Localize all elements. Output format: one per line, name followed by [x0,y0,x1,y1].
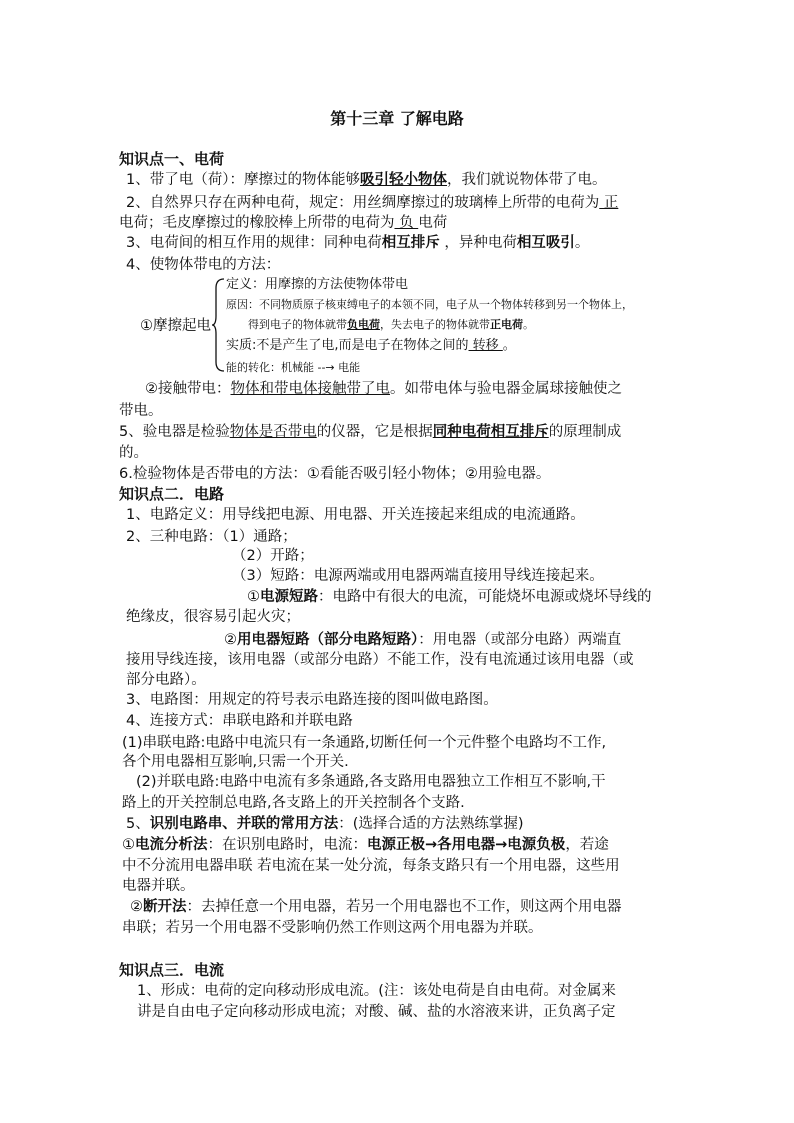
text-line: 5、识别电路串、并联的常用方法：(选择合适的方法熟练掌握) [126,816,524,832]
text-line: ②断开法：去掉任意一个用电器，若另一个用电器也不工作，则这两个用电器 [130,899,622,915]
definition-line: 定义：用摩擦的方法使物体带电 [226,277,409,292]
text-line: （2）开路； [232,548,314,564]
text-line: 中不分流用电器串联 若电流在某一处分流，每条支路只有一个用电器，这些用 [122,858,620,874]
text-line: 各个用电器相互影响,只需一个开关. [122,754,349,770]
text-line: 接用导线连接，该用电器（或部分电路）不能工作，没有电流通过该用电器（或 [126,652,634,668]
text-line: (2)并联电路:电路中电流有多条通路,各支路用电器独立工作相互不影响,干 [136,774,606,790]
text-line: 串联；若另一个用电器不受影响仍然工作则这两个用电器为并联。 [122,920,543,936]
text-line: 2、三种电路：（1）通路； [126,529,297,545]
text-line: 电荷；毛皮摩擦过的橡胶棒上所带的电荷为 负 电荷 [119,215,448,231]
text-line: 3、电路图：用规定的符号表示电路连接的图叫做电路图。 [126,692,498,708]
section-heading-current: 知识点三．电流 [119,961,225,979]
text-line: 部分电路）。 [126,672,206,688]
text-line: ①电源短路：电路中有很大的电流，可能烧坏电源或烧坏导线的 [247,589,652,605]
text-line: 电器并联。 [122,878,195,894]
friction-charging-label: ①摩擦起电 [140,318,211,334]
section-heading-charge: 知识点一、电荷 [119,150,225,168]
cause-line: 得到电子的物体就带负电荷，失去电子的物体就带正电荷。 [248,318,534,331]
cause-line: 原因：不同物质原子核束缚电子的本领不同，电子从一个物体转移到另一个物体上， [226,298,633,311]
text-line: 绝缘皮，很容易引起火灾； [126,609,300,625]
text-line: 1、带了电（荷）：摩擦过的物体能够吸引轻小物体，我们就说物体带了电。 [126,172,607,188]
text-line: 带电。 [119,403,163,419]
text-line: ②用电器短路（部分电路短路）：用电器（或部分电路）两端直 [224,632,622,648]
text-line: 3、电荷间的相互作用的规律：同种电荷相互排斥 ，异种电荷相互吸引。 [126,235,590,251]
text-line: 路上的开关控制总电路,各支路上的开关控制各个支路. [122,795,465,811]
text-line: (1)串联电路:电路中电流只有一条通路,切断任何一个元件整个电路均不工作, [122,735,607,751]
brace-icon [212,278,226,372]
text-line: 2、自然界只存在两种电荷，规定：用丝绸摩擦过的玻璃棒上所带的电荷为 正 [126,195,619,211]
text-line: 1、电路定义：用导线把电源、用电器、开关连接起来组成的电流通路。 [126,507,585,523]
text-line: 4、使物体带电的方法： [126,257,281,273]
energy-line: 能的转化：机械能 --→ 电能 [226,361,361,374]
page-title: 第十三章 了解电路 [330,109,464,128]
text-line: 4、连接方式：串联电路和并联电路 [126,713,353,729]
text-line: ②接触带电：物体和带电体接触带了电。如带电体与验电器金属球接触使之 [145,381,622,397]
section-heading-circuit: 知识点二．电路 [119,485,225,503]
text-line: 1、形成：电荷的定向移动形成电流。(注：该处电荷是自由电荷。对金属来 [137,983,616,999]
text-line: ①电流分析法：在识别电路时，电流：电源正极→各用电器→电源负极，若途 [122,837,609,853]
essence-line: 实质:不是产生了电,而是电子在物体之间的 转移 。 [226,338,516,353]
text-line: 讲是自由电子定向移动形成电流；对酸、碱、盐的水溶液来讲，正负离子定 [137,1004,616,1020]
text-line: 6.检验物体是否带电的方法：①看能否吸引轻小物体；②用验电器。 [119,466,551,482]
text-line: 5、验电器是检验物体是否带电的仪器，它是根据同种电荷相互排斥的原理制成 [119,424,622,440]
text-line: 的。 [119,445,148,461]
text-line: （3）短路：电源两端或用电器两端直接用导线连接起来。 [232,568,604,584]
